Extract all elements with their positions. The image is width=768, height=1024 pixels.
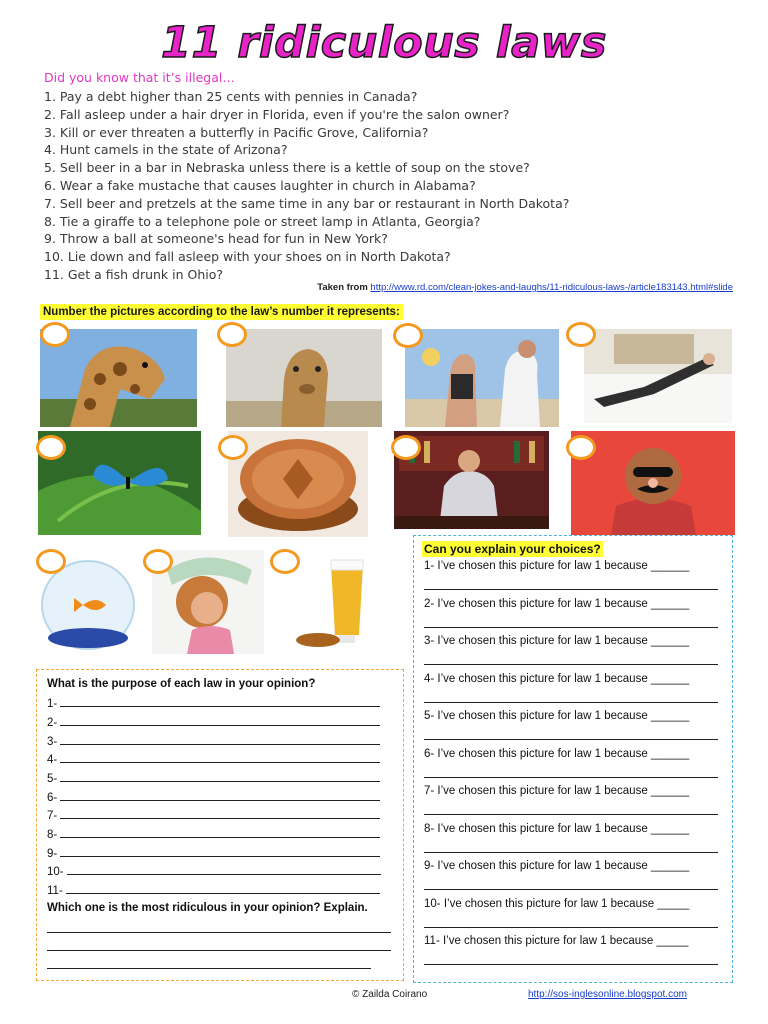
site-link[interactable]: http://sos-inglesonline.blogspot.com — [528, 989, 687, 1000]
source-label: Taken from — [317, 282, 368, 293]
explain-line[interactable] — [47, 958, 371, 972]
explain-box — [413, 535, 733, 983]
answer-circle[interactable] — [566, 322, 596, 347]
intro-text: Did you know that it’s illegal… — [44, 70, 235, 85]
answer-circle[interactable] — [218, 435, 248, 460]
answer-circle[interactable] — [36, 435, 66, 460]
blank-line[interactable] — [424, 579, 718, 593]
explain-item[interactable]: 11- I’ve chosen this picture for law 1 because _____ — [424, 935, 689, 947]
answer-circle[interactable] — [40, 322, 70, 347]
most-ridiculous-question: Which one is the most ridiculous in your opinion? Explain. — [47, 902, 368, 914]
answer-circle[interactable] — [566, 435, 596, 460]
sleeping-with-shoes-picture — [584, 329, 732, 423]
law-item: 1. Pay a debt higher than 25 cents with pennies in Canada? — [44, 89, 418, 104]
purpose-line[interactable]: 11- — [47, 883, 380, 897]
law-item: 6. Wear a fake mustache that causes laughter in church in Alabama? — [44, 177, 476, 193]
explain-line[interactable] — [47, 940, 391, 954]
purpose-line[interactable]: 3- — [47, 734, 380, 748]
law-item: 9. Throw a ball at someone's head for fun in New York? — [44, 231, 388, 247]
laws-list — [44, 88, 569, 284]
explain-item[interactable]: 8- I’ve chosen this picture for law 1 because ______ — [424, 823, 690, 835]
explain-item[interactable]: 3- I’ve chosen this picture for law 1 because ______ — [424, 635, 690, 647]
purpose-line[interactable]: 4- — [47, 752, 380, 766]
explain-item[interactable]: 5- I’ve chosen this picture for law 1 because ______ — [424, 710, 690, 722]
purpose-line[interactable]: 8- — [47, 827, 380, 841]
law-item: 5. Sell beer in a bar in Nebraska unless there is a kettle of soup on the stove? — [44, 160, 530, 176]
blank-line[interactable] — [424, 917, 718, 931]
explain-item[interactable]: 7- I’ve chosen this picture for law 1 because ______ — [424, 785, 690, 797]
purpose-box — [36, 669, 404, 981]
purpose-line[interactable]: 10- — [47, 864, 381, 878]
law-item: 11. Get a fish drunk in Ohio? — [44, 266, 224, 282]
law-item: 2. Fall asleep under a hair dryer in Florida, even if you're the salon owner? — [44, 106, 510, 122]
explain-item[interactable]: 10- I’ve chosen this picture for law 1 because _____ — [424, 898, 690, 910]
purpose-line[interactable]: 6- — [47, 790, 380, 804]
law-item: 3. Kill or ever threaten a butterfly in Pacific Grove, California? — [44, 124, 429, 140]
explain-question: Can you explain your choices? — [424, 542, 601, 556]
purpose-line[interactable]: 5- — [47, 771, 380, 785]
blank-line[interactable] — [424, 692, 718, 706]
answer-circle[interactable] — [391, 435, 421, 460]
answer-circle[interactable] — [36, 549, 66, 574]
page-title: 11 ridiculous laws — [161, 18, 607, 68]
blank-line[interactable] — [424, 879, 718, 893]
blank-line[interactable] — [424, 729, 718, 743]
explain-item[interactable]: 6- I’ve chosen this picture for law 1 because ______ — [424, 748, 690, 760]
purpose-line[interactable]: 9- — [47, 846, 380, 860]
blank-line[interactable] — [424, 842, 718, 856]
purpose-line[interactable]: 7- — [47, 808, 380, 822]
law-item: 7. Sell beer and pretzels at the same time in any bar or restaurant in North Dakota? — [44, 195, 570, 211]
explain-item[interactable]: 2- I’ve chosen this picture for law 1 because ______ — [424, 598, 690, 610]
ball-at-head-picture — [405, 329, 559, 427]
purpose-line[interactable]: 1- — [47, 696, 380, 710]
beer-and-pretzels-picture — [283, 550, 397, 654]
blank-line[interactable] — [424, 617, 718, 631]
law-item: 4. Hunt camels in the state of Arizona? — [44, 142, 288, 158]
blank-line[interactable] — [424, 767, 718, 781]
source-link[interactable]: http://www.rd.com/clean-jokes-and-laughs/11-ridiculous-laws-/article183143.html#slide — [370, 282, 733, 293]
answer-circle[interactable] — [393, 323, 423, 348]
answer-circle[interactable] — [217, 322, 247, 347]
blank-line[interactable] — [424, 954, 718, 968]
answer-circle[interactable] — [270, 549, 300, 574]
answer-circle[interactable] — [143, 549, 173, 574]
explain-item[interactable]: 9- I’ve chosen this picture for law 1 because ______ — [424, 860, 690, 872]
law-item: 10. Lie down and fall asleep with your shoes on in North Dakota? — [44, 249, 451, 265]
law-item: 8. Tie a giraffe to a telephone pole or street lamp in Atlanta, Georgia? — [44, 213, 481, 229]
blank-line[interactable] — [424, 654, 718, 668]
instruction-text: Number the pictures according to the law’s number it represents: — [40, 304, 403, 320]
explain-line[interactable] — [47, 922, 391, 936]
source-credit — [317, 282, 733, 293]
purpose-line[interactable]: 2- — [47, 715, 380, 729]
camel-picture — [226, 329, 382, 427]
blank-line[interactable] — [424, 804, 718, 818]
explain-item[interactable]: 1- I’ve chosen this picture for law 1 because ______ — [424, 560, 690, 572]
purpose-question: What is the purpose of each law in your opinion? — [47, 678, 316, 690]
penny-picture — [228, 431, 368, 537]
explain-item[interactable]: 4- I’ve chosen this picture for law 1 because ______ — [424, 673, 690, 685]
author-credit: © Zailda Coirano — [352, 989, 428, 1000]
